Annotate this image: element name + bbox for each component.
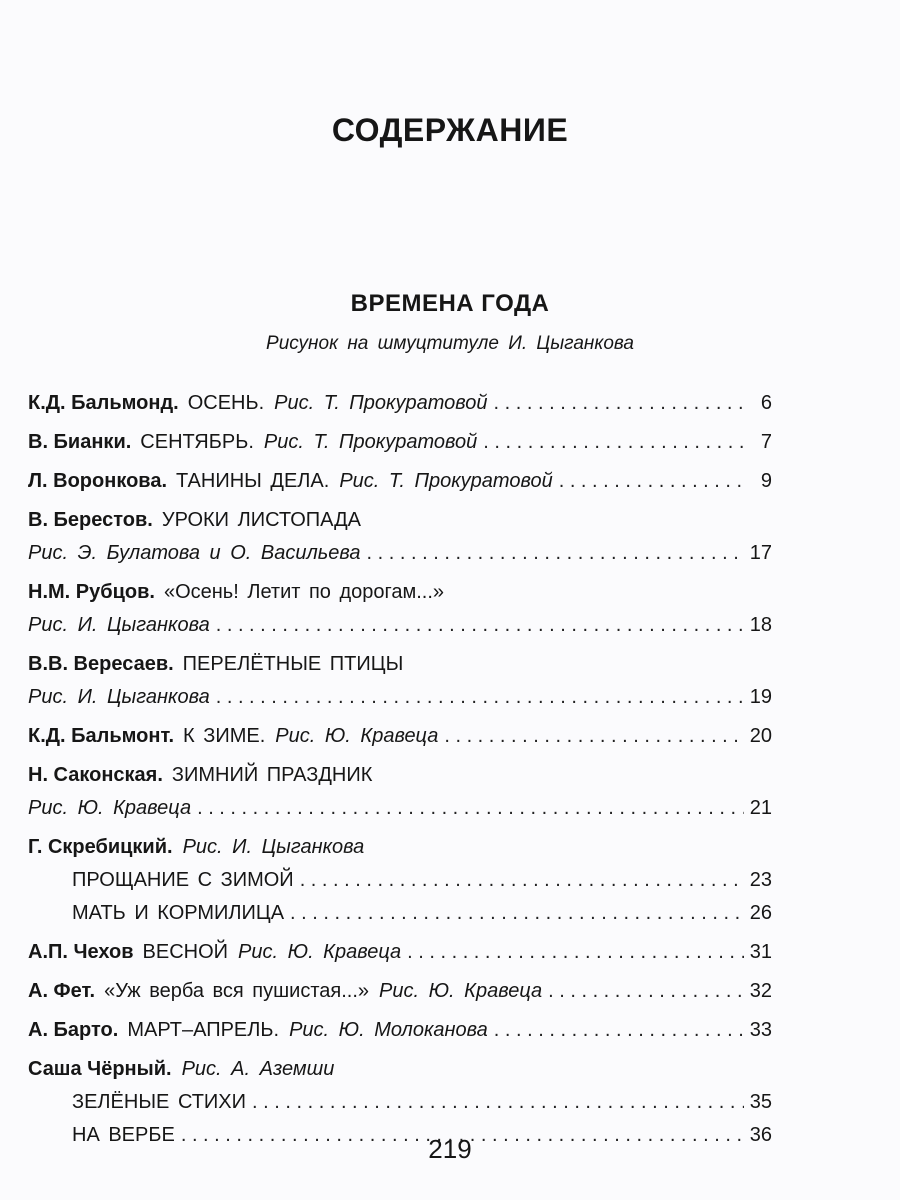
entry-title: СЕНТЯБРЬ.: [140, 431, 254, 453]
entry-illustrator: Рис. Т. Прокуратовой: [339, 470, 553, 492]
entry-title: НА ВЕРБЕ: [72, 1124, 175, 1146]
entry-page: 26: [749, 902, 772, 924]
dot-leader: [300, 869, 744, 892]
toc-entry[interactable]: [28, 1058, 772, 1091]
entry-author: В.В. Вересаев.: [28, 653, 174, 675]
entry-author: Г. Скребицкий.: [28, 836, 173, 858]
entry-title: ВЕСНОЙ: [142, 941, 229, 963]
entry-page: 23: [749, 869, 772, 891]
dot-leader: [290, 902, 744, 925]
entry-illustrator: Рис. И. Цыганкова: [28, 614, 210, 636]
toc-entry-continuation[interactable]: [28, 797, 772, 830]
entry-title: ОСЕНЬ.: [187, 392, 265, 414]
entry-title: ЗЕЛЁНЫЕ СТИХИ: [72, 1091, 247, 1113]
toc-entry-continuation[interactable]: [28, 686, 772, 719]
entry-title: «Осень! Летит по дорогам...»: [163, 581, 445, 603]
dot-leader: [216, 614, 744, 637]
toc-entry-continuation[interactable]: [28, 614, 772, 647]
entry-title: УРОКИ ЛИСТОПАДА: [161, 509, 362, 531]
entry-author: Саша Чёрный.: [28, 1058, 172, 1080]
dot-leader: [559, 470, 744, 493]
entry-author: Н.М. Рубцов.: [28, 581, 155, 603]
entry-page: 18: [749, 614, 772, 636]
entry-illustrator: Рис. А. Аземши: [181, 1058, 335, 1080]
toc-subentry[interactable]: [28, 902, 772, 935]
entry-page: 20: [749, 725, 772, 747]
entry-author: А. Барто.: [28, 1019, 119, 1041]
entry-author: В. Берестов.: [28, 509, 153, 531]
entry-illustrator: Рис. Ю. Молоканова: [289, 1019, 488, 1041]
entry-page: 21: [749, 797, 772, 819]
entry-title: К ЗИМЕ.: [183, 725, 266, 747]
toc-entry[interactable]: [28, 509, 772, 542]
dot-leader: [483, 431, 744, 454]
entry-title: «Уж верба вся пушистая...»: [104, 980, 370, 1002]
entry-title: ЗИМНИЙ ПРАЗДНИК: [171, 764, 373, 786]
dot-leader: [548, 980, 744, 1003]
toc-entry[interactable]: [28, 980, 772, 1013]
entry-author: Н. Саконская.: [28, 764, 163, 786]
dot-leader: [197, 797, 744, 820]
dot-leader: [444, 725, 743, 748]
entry-illustrator: Рис. Ю. Кравеца: [275, 725, 439, 747]
toc-entry[interactable]: [28, 764, 772, 797]
entry-illustrator: Рис. Э. Булатова и О. Васильева: [28, 542, 361, 564]
entry-title: ПРОЩАНИЕ С ЗИМОЙ: [72, 869, 294, 891]
entry-title: ПЕРЕЛЁТНЫЕ ПТИЦЫ: [182, 653, 404, 675]
section-illustration-credit: Рисунок на шмуцтитуле И. Цыганкова: [266, 333, 634, 354]
toc-subentry[interactable]: [28, 1091, 772, 1124]
toc-entry[interactable]: [28, 581, 772, 614]
entry-page: 32: [749, 980, 772, 1002]
entry-illustrator: Рис. Т. Прокуратовой: [263, 431, 478, 453]
entry-page: 17: [749, 542, 772, 564]
toc-entry[interactable]: [28, 836, 772, 869]
entry-illustrator: Рис. И. Цыганкова: [28, 686, 210, 708]
entry-author: А. Фет.: [28, 980, 96, 1002]
dot-leader: [252, 1091, 744, 1114]
entry-title: МАРТ–АПРЕЛЬ.: [127, 1019, 280, 1041]
toc-entry[interactable]: [28, 431, 772, 464]
entry-page: 7: [760, 431, 772, 453]
section-title: ВРЕМЕНА ГОДА: [350, 290, 550, 317]
entry-page: 19: [749, 686, 772, 708]
entry-page: 36: [749, 1124, 772, 1146]
entry-author: В. Бианки.: [28, 431, 132, 453]
entry-author: К.Д. Бальмонд.: [28, 392, 179, 414]
entry-illustrator: Рис. И. Цыганкова: [182, 836, 365, 858]
dot-leader: [367, 542, 744, 565]
table-of-contents: [28, 392, 772, 1157]
entry-illustrator: Рис. Т. Прокуратовой: [274, 392, 488, 414]
entry-author: К.Д. Бальмонт.: [28, 725, 175, 747]
entry-title: ТАНИНЫ ДЕЛА.: [176, 470, 330, 492]
page-number: 219: [428, 1134, 472, 1164]
entry-illustrator: Рис. Ю. Кравеца: [238, 941, 402, 963]
toc-entry[interactable]: [28, 725, 772, 758]
entry-author: Л. Воронкова.: [28, 470, 167, 492]
toc-entry[interactable]: [28, 941, 772, 974]
toc-entry-continuation[interactable]: [28, 542, 772, 575]
dot-leader: [494, 392, 744, 415]
dot-leader: [407, 941, 744, 964]
page-title: СОДЕРЖАНИЕ: [331, 112, 569, 148]
entry-page: 6: [760, 392, 772, 414]
toc-entry[interactable]: [28, 1019, 772, 1052]
entry-title: МАТЬ И КОРМИЛИЦА: [72, 902, 285, 924]
toc-entry[interactable]: [28, 392, 772, 425]
toc-entry[interactable]: [28, 470, 772, 503]
entry-page: 31: [749, 941, 772, 963]
entry-page: 9: [760, 470, 772, 492]
entry-page: 35: [749, 1091, 772, 1113]
entry-author: А.П. Чехов: [28, 941, 134, 963]
toc-entry[interactable]: [28, 653, 772, 686]
entry-illustrator: Рис. Ю. Кравеца: [28, 797, 192, 819]
dot-leader: [494, 1019, 744, 1042]
entry-illustrator: Рис. Ю. Кравеца: [379, 980, 543, 1002]
dot-leader: [216, 686, 744, 709]
entry-page: 33: [749, 1019, 772, 1041]
toc-subentry[interactable]: [28, 869, 772, 902]
